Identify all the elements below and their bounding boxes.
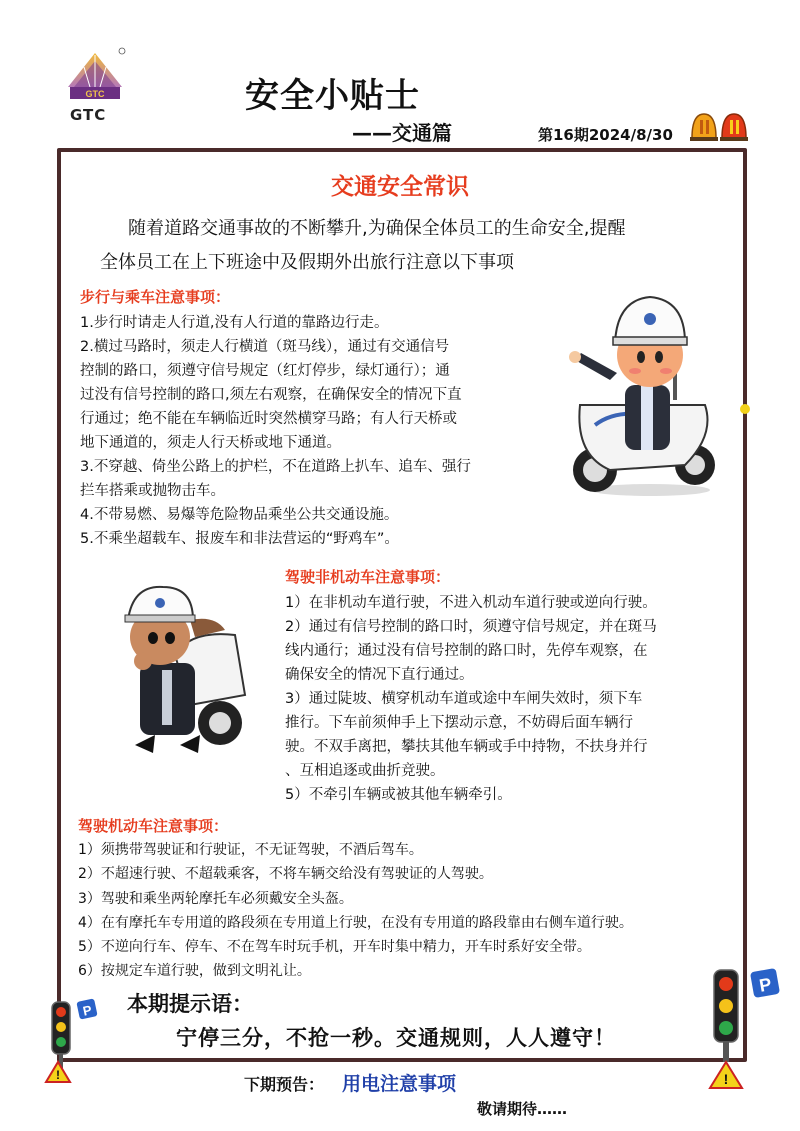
police-saluting-illustration xyxy=(95,575,255,755)
tip-heading: 本期提示语： xyxy=(127,992,253,1016)
list-item: 行通过；绝不能在车辆临近时突然横穿马路；有人行天桥或 xyxy=(80,411,457,427)
list-item: 地下通道的，须走人行天桥或地下通道。 xyxy=(80,435,341,451)
list-item: 线内通行；通过没有信号控制的路口时，先停车观察，在 xyxy=(285,643,648,659)
section-heading: 交通安全常识 xyxy=(331,174,469,200)
intro-line-2: 全体员工在上下班途中及假期外出旅行注意以下事项 xyxy=(100,252,514,273)
list-item: 过没有信号控制的路口,须左右观察，在确保安全的情况下直 xyxy=(80,387,462,403)
list-item: 3）驾驶和乘坐两轮摩托车必须戴安全头盔。 xyxy=(78,890,353,907)
list-item: 5）不逆向行车、停车、不在驾车时玩手机，开车时集中精力，开车时系好安全带。 xyxy=(78,939,591,956)
section-nonmotor-title: 驾驶非机动车注意事项： xyxy=(285,568,451,586)
stay-tuned-text: 敬请期待…… xyxy=(477,1100,568,1118)
decorative-dot xyxy=(740,404,750,414)
list-item: 拦车搭乘或抛物击车。 xyxy=(80,483,225,499)
siren-lights-icon xyxy=(688,106,752,142)
section-motor-title: 驾驶机动车注意事项： xyxy=(78,817,229,835)
parking-sign-letter-right: P xyxy=(757,974,774,996)
parking-sign-letter: P xyxy=(81,1002,94,1019)
list-item: 控制的路口，须遵守信号规定（红灯停步，绿灯通行）；通 xyxy=(80,363,450,379)
next-issue-topic: 用电注意事项 xyxy=(342,1073,457,1095)
page-subtitle: ——交通篇 xyxy=(352,121,452,145)
list-item: 推行。下车前须伸手上下摆动示意，不妨碍后面车辆行 xyxy=(285,715,633,731)
next-issue-label: 下期预告： xyxy=(244,1075,325,1094)
list-item: 5.不乘坐超载车、报废车和非法营运的“野鸡车”。 xyxy=(80,531,399,547)
list-item: 6）按规定车道行驶，做到文明礼让。 xyxy=(78,963,311,980)
svg-text:!: ! xyxy=(723,1071,729,1087)
list-item: 3）通过陡坡、横穿机动车道或途中车闸失效时，须下车 xyxy=(285,691,643,707)
page-title: 安全小贴士 xyxy=(245,76,420,116)
police-motorcycle-illustration xyxy=(555,285,735,505)
list-item: 1）须携带驾驶证和行驶证，不无证驾驶，不酒后驾车。 xyxy=(78,842,423,858)
list-item: 4）在有摩托车专用道的路段须在专用道上行驶，在没有专用道的路段靠由右侧车道行驶。 xyxy=(78,914,633,931)
intro-paragraph xyxy=(100,212,710,280)
section-motor xyxy=(78,815,748,984)
list-item: 确保安全的情况下直行通过。 xyxy=(285,667,474,683)
list-item: 2.横过马路时，须走人行横道（斑马线），通过有交通信号 xyxy=(80,339,450,355)
tip-text: 宁停三分，不抢一秒。交通规则，人人遵守！ xyxy=(176,1026,616,1050)
list-item: 、互相追逐或曲折竞驶。 xyxy=(285,763,445,779)
section-walking xyxy=(80,286,555,551)
section-walking-title: 步行与乘车注意事项： xyxy=(80,288,231,306)
list-item: 2）通过有信号控制的路口时，须遵守信号规定，并在斑马 xyxy=(285,619,657,635)
list-item: 1.步行时请走人行道,没有人行道的靠路边行走。 xyxy=(80,315,389,331)
list-item: 1）在非机动车道行驶，不进入机动车道行驶或逆向行驶。 xyxy=(285,595,657,611)
logo-text: GTC xyxy=(70,106,107,124)
traffic-light-icon xyxy=(38,996,108,1086)
list-item: 4.不带易燃、易爆等危险物品乘坐公共交通设施。 xyxy=(80,507,399,523)
list-item: 3.不穿越、倚坐公路上的护栏，不在道路上扒车、追车、强行 xyxy=(80,459,471,475)
list-item: 驶。不双手离把，攀扶其他车辆或手中持物，不扶身并行 xyxy=(285,739,648,755)
svg-text:GTC: GTC xyxy=(85,89,105,99)
section-nonmotor xyxy=(285,566,730,807)
traffic-light-right-icon xyxy=(702,962,792,1092)
list-item: 2）不超速行驶、不超载乘客，不将车辆交给没有驾驶证的人驾驶。 xyxy=(78,866,493,883)
list-item: 5）不牵引车辆或被其他车辆牵引。 xyxy=(285,787,512,803)
intro-line-1: 随着道路交通事故的不断攀升,为确保全体员工的生命安全,提醒 xyxy=(128,218,626,239)
svg-text:!: ! xyxy=(56,1068,60,1082)
issue-date: 第16期2024/8/30 xyxy=(538,126,673,144)
